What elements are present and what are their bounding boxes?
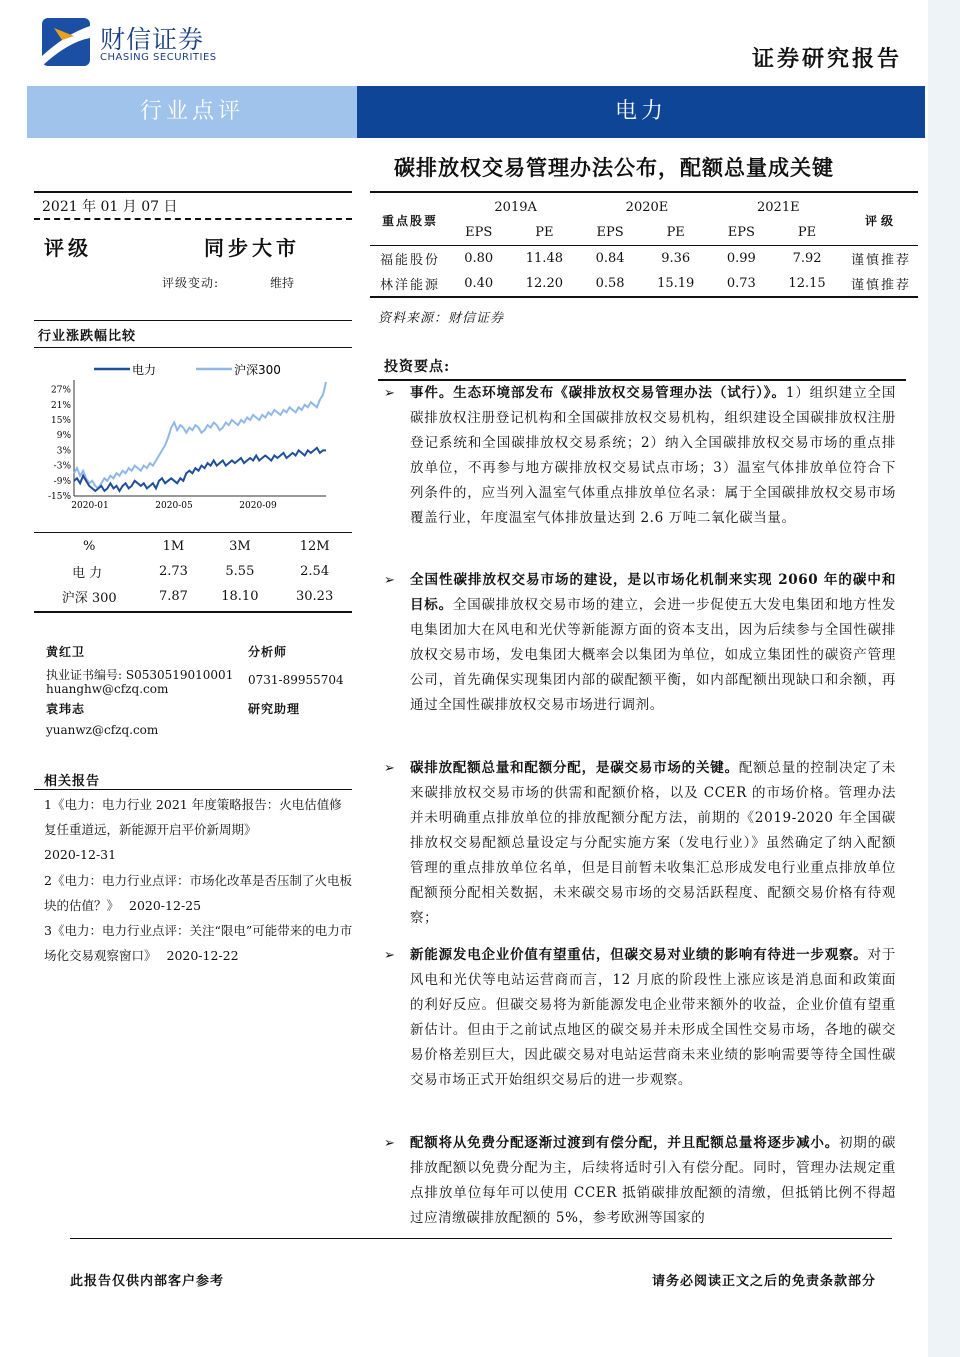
assistant-email[interactable]: yuanwz@cfzq.com xyxy=(46,723,159,737)
chart-legend xyxy=(94,362,281,377)
table-header-cell: 评级 xyxy=(864,213,897,228)
report-date: 2021 年 01 月 07 日 xyxy=(42,199,178,215)
chart-series xyxy=(74,382,326,491)
series-line-power xyxy=(74,448,326,491)
analyst-phone: 0731-89955704 xyxy=(248,673,344,687)
report-type: 证券研究报告 xyxy=(752,46,903,72)
highlight-lead: 事件。生态环境部发布《碳排放权交易管理办法（试行）》。 xyxy=(410,385,786,401)
table-header-cell: 重点股票 xyxy=(381,213,438,228)
series-line-hs300 xyxy=(74,382,326,488)
table-cell: 30.23 xyxy=(296,589,334,604)
table-row xyxy=(370,271,918,297)
performance-table xyxy=(34,534,352,609)
bullet-arrow-icon: ➢ xyxy=(384,1136,396,1151)
table-cell: 电力 xyxy=(72,566,107,581)
related-report-item[interactable] xyxy=(44,868,354,918)
related-report-item[interactable] xyxy=(44,918,354,968)
table-cell: 12.15 xyxy=(788,276,826,291)
table-cell: 7.92 xyxy=(792,251,822,266)
table-cell: 沪深 300 xyxy=(61,591,117,606)
analyst-cert: 执业证书编号: S0530519010001 xyxy=(46,668,234,682)
table-header-row xyxy=(370,195,918,220)
table-header-cell: 2020E xyxy=(625,200,669,215)
table-header-cell: 12M xyxy=(299,539,330,554)
y-tick-label: -15% xyxy=(47,492,71,502)
bullet-arrow-icon: ➢ xyxy=(384,948,396,963)
y-tick-labels xyxy=(48,386,71,502)
table-cell: 0.84 xyxy=(595,251,625,266)
table-header-cell: PE xyxy=(535,225,554,240)
table-cell: 11.48 xyxy=(525,251,563,266)
highlight-paragraph xyxy=(384,568,896,718)
related-report-title[interactable]: 2《电力：电力行业点评：市场化改革是否压制了火电板块的估值？》 xyxy=(44,873,352,913)
table-header-row xyxy=(370,220,918,246)
right-margin-strip xyxy=(928,0,960,1357)
divider xyxy=(34,789,352,790)
table-cell: 15.19 xyxy=(657,276,695,291)
table-cell: 12.20 xyxy=(525,276,563,291)
highlight-text: 配额总量的控制决定了未来碳排放权交易市场的供需和配额价格，以及 CCER 的市场价格。管理办法并未明确重点排放单位的排放配额分配方法，前期的《2019-2020 年全国碳排放权交易配额总量设定与分配实施方案（发电行业）》虽然确定了纳入配额管理的重点排放单位名单，但是目前暂未收集汇总形成发电行业重点排放单位配额预分配相关数据，未来碳交易市场的交易活跃程度、配额交易价格有待观察； xyxy=(410,760,896,926)
highlight-text: 全国碳排放权交易市场的建立，会进一步促使五大发电集团和地方性发电集团加大在风电和光伏等新能源方面的资本支出，因为后续参与全国性碳排放权交易市场，发电集团大概率会以集团为单位，如成立集团性的碳资产管理公司，首先确保实现集团内部的碳配额平衡，如内部配额出现缺口和余额，再通过全国性碳排放权交易市场进行调剂。 xyxy=(410,597,896,713)
table-header-cell: EPS xyxy=(596,225,624,240)
highlight-text: 对于风电和光伏等电站运营商而言，12 月底的阶段性上涨应该是消息面和政策面的利好反应。但碳交易将为新能源发电企业带来额外的收益，企业价值有望重新估计。但由于之前试点地区的碳交易并未形成全国性交易市场，各地的碳交易价格差别巨大，因此碳交易对电站运营商未来业绩的影响需要等待全国性碳交易市场正式开始组织交易后的进一步观察。 xyxy=(410,947,896,1088)
analyst-role: 分析师 xyxy=(248,645,288,659)
category-band xyxy=(27,86,357,138)
assistant-name: 袁玮志 xyxy=(46,702,86,716)
legend-label-power: 电力 xyxy=(132,363,157,377)
table-cell: 0.80 xyxy=(464,251,494,266)
table-cell: 谨慎推荐 xyxy=(850,278,911,293)
highlight-lead: 配额将从免费分配逐渐过渡到有偿分配，并且配额总量将逐步减小。 xyxy=(410,1135,839,1151)
table-cell: 0.73 xyxy=(726,276,756,291)
investment-highlights-title: 投资要点: xyxy=(384,359,451,375)
y-tick-label: 9% xyxy=(56,431,71,442)
table-header-cell: 2021E xyxy=(757,200,800,215)
table-cell: 2.54 xyxy=(300,564,330,579)
bullet-arrow-icon: ➢ xyxy=(384,761,396,776)
analyst-name: 黄红卫 xyxy=(46,645,86,659)
divider xyxy=(370,191,918,193)
y-tick-label: 15% xyxy=(50,416,71,426)
x-tick-label: 2020-01 xyxy=(71,501,109,511)
bullet-arrow-icon: ➢ xyxy=(384,573,396,588)
highlight-text: 1）组织建立全国碳排放权注册登记机构和全国碳排放权交易机构，组织建设全国碳排放权注册登记系统和全国碳排放权交易系统；2）纳入全国碳排放权交易市场的重点排放单位，不再参与地方碳排放权交易试点市场；3）温室气体排放单位符合下列条件的，应当列入温室气体重点排放单位名录：属于全国碳排放权交易市场覆盖行业，年度温室气体排放量达到 2.6 万吨二氧化碳当量。 xyxy=(410,385,897,526)
footer-divider xyxy=(70,1238,892,1239)
table-source-note: 资料来源：财信证券 xyxy=(378,311,505,326)
chart-section-title: 行业涨跌幅比较 xyxy=(38,329,137,344)
assistant-role: 研究助理 xyxy=(248,702,301,716)
y-tick-label: -9% xyxy=(53,476,71,487)
highlight-paragraph xyxy=(384,381,896,531)
table-header-cell: 3M xyxy=(229,539,251,554)
brand-name-cn: 财信证券 xyxy=(100,25,205,54)
related-reports-title: 相关报告 xyxy=(44,774,101,789)
table-cell: 18.10 xyxy=(221,589,259,604)
table-cell: 0.99 xyxy=(726,251,756,266)
brand-emblem-icon xyxy=(40,16,94,68)
related-report-date: 2020-12-25 xyxy=(129,898,202,913)
x-tick-labels xyxy=(71,501,277,511)
table-cell: 7.87 xyxy=(158,589,188,604)
table-row xyxy=(34,559,352,584)
table-row xyxy=(370,246,918,272)
table-header-row xyxy=(34,534,352,559)
table-header-cell: 2019A xyxy=(494,200,537,215)
y-tick-label: 3% xyxy=(56,446,71,457)
rating-change-label: 评级变动: xyxy=(162,276,220,290)
category-label: 行业点评 xyxy=(139,99,244,124)
x-tick-label: 2020-09 xyxy=(239,501,277,511)
highlight-paragraph xyxy=(384,943,896,1093)
highlight-text: 初期的碳排放配额以免费分配为主，后续将适时引入有偿分配。同时，管理办法规定重点排放单位每年可以使用 CCER 抵销碳排放配额的清缴，但抵销比例不得超过应清缴碳排放配额的 5%，参考欧洲等国家的 xyxy=(410,1135,896,1226)
table-cell: 谨慎推荐 xyxy=(850,253,911,268)
related-report-date: 2020-12-22 xyxy=(166,948,239,963)
related-report-title[interactable]: 3《电力：电力行业点评：关注“限电”可能带来的电力市场化交易观察窗口》 xyxy=(44,923,353,963)
table-cell: 5.55 xyxy=(225,564,255,579)
table-cell: 福能股份 xyxy=(379,253,440,268)
analyst-email[interactable]: huanghw@cfzq.com xyxy=(46,682,169,696)
key-stocks-table xyxy=(370,195,918,298)
related-report-date: 2020-12-31 xyxy=(44,847,117,862)
bullet-arrow-icon: ➢ xyxy=(384,386,396,401)
table-header-cell: EPS xyxy=(727,225,755,240)
divider xyxy=(34,218,352,220)
page-title: 碳排放权交易管理办法公布，配额总量成关键 xyxy=(394,155,834,180)
table-header-cell: % xyxy=(83,539,96,554)
table-cell: 0.40 xyxy=(464,276,494,291)
table-cell: 2.73 xyxy=(158,564,188,579)
table-cell: 9.36 xyxy=(661,251,691,266)
highlight-paragraph xyxy=(384,756,896,931)
rating-label: 评级 xyxy=(44,236,92,260)
highlight-paragraph xyxy=(384,1131,896,1231)
rating-value: 同步大市 xyxy=(204,236,300,260)
divider xyxy=(34,347,352,348)
table-cell: 0.58 xyxy=(595,276,625,291)
highlight-lead: 新能源发电企业价值有望重估，但碳交易对业绩的影响有待进一步观察。 xyxy=(410,947,868,963)
brand-logo xyxy=(40,14,240,70)
table-header-cell: PE xyxy=(666,225,685,240)
table-header-cell: EPS xyxy=(465,225,493,240)
x-tick-label: 2020-05 xyxy=(155,501,193,511)
performance-chart xyxy=(34,356,334,514)
divider xyxy=(34,320,352,321)
footer-disclaimer-left: 此报告仅供内部客户参考 xyxy=(70,1274,225,1289)
related-report-item[interactable] xyxy=(44,792,354,867)
y-tick-label: 21% xyxy=(50,400,71,411)
rating-change-value: 维持 xyxy=(270,276,295,290)
industry-label: 电力 xyxy=(614,99,667,124)
highlight-lead: 全国性碳排放权交易市场的建设，是以市场化机制来实现 2060 年的碳中和目标。 xyxy=(410,572,896,613)
y-tick-label: 27% xyxy=(50,385,71,396)
table-header-cell: 1M xyxy=(162,539,185,554)
table-cell: 林洋能源 xyxy=(379,278,440,293)
divider xyxy=(34,191,352,193)
legend-label-hs300: 沪深300 xyxy=(234,363,281,377)
brand-name-en: CHASING SECURITIES xyxy=(100,52,217,63)
industry-band xyxy=(357,86,925,138)
divider xyxy=(34,611,352,613)
related-report-title[interactable]: 1《电力：电力行业 2021 年度策略报告：火电估值修复任重道远，新能源开启平价新周期》 xyxy=(44,797,342,837)
table-header-cell: PE xyxy=(797,225,817,240)
y-tick-label: -3% xyxy=(53,461,71,472)
footer-disclaimer-right[interactable]: 请务必阅读正文之后的免责条款部分 xyxy=(652,1274,877,1289)
divider xyxy=(34,532,352,533)
highlight-lead: 碳排放配额总量和配额分配，是碳交易市场的关键。 xyxy=(410,760,739,776)
table-row xyxy=(34,584,352,609)
